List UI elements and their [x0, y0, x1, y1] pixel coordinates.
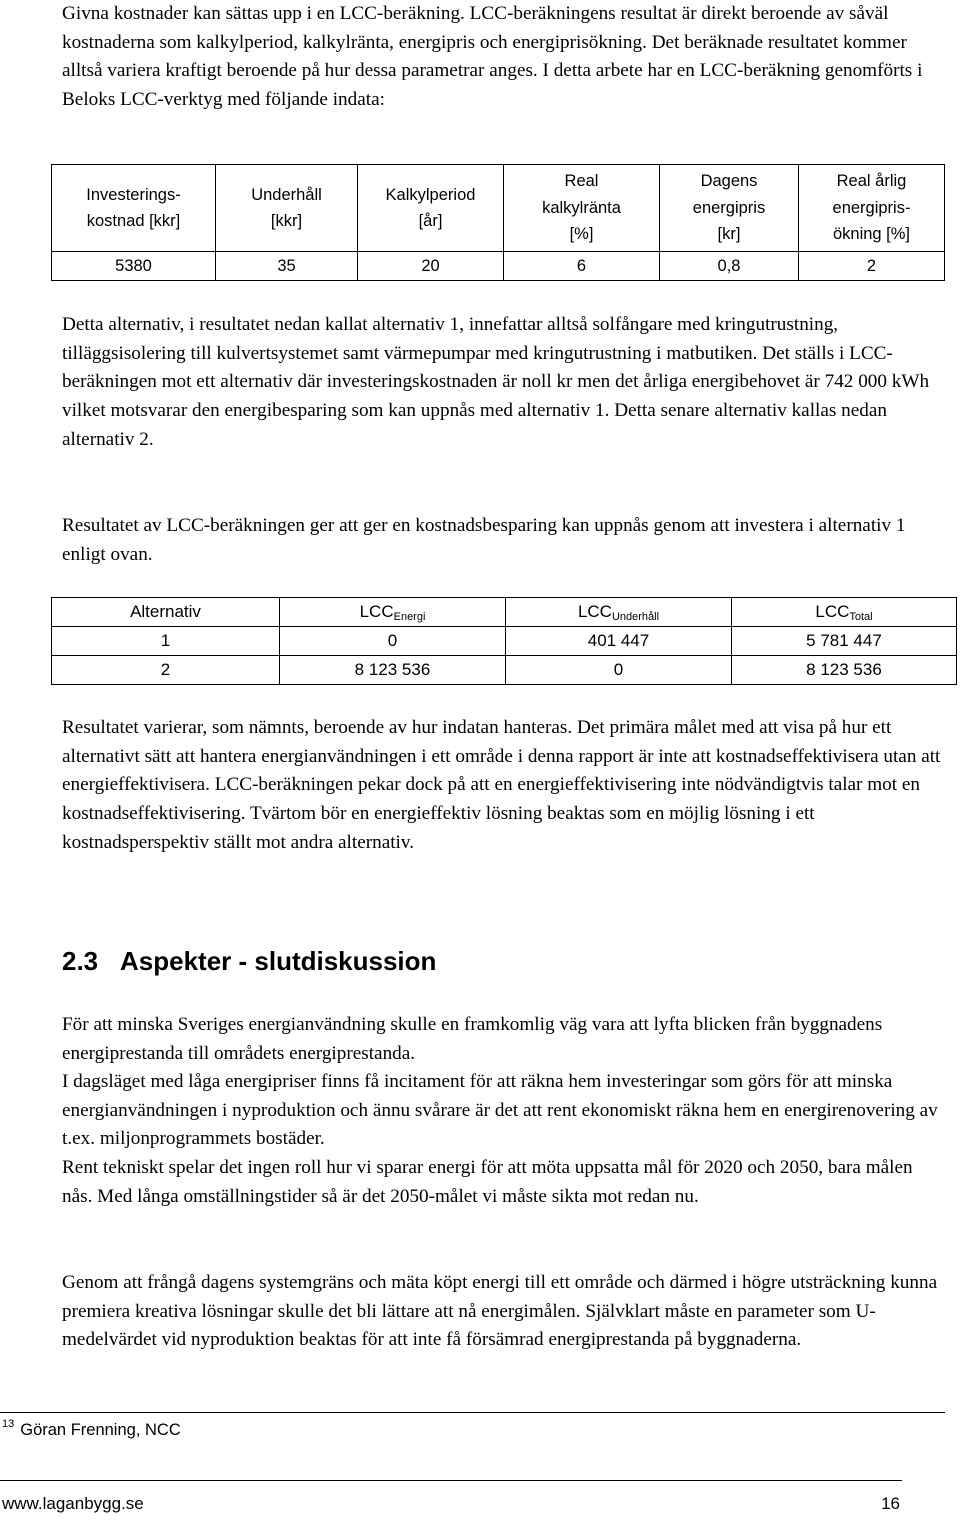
footnote: [2, 1418, 181, 1440]
table-row: [52, 627, 957, 656]
input-data-table: [51, 164, 945, 281]
table-cell: 5 781 447: [732, 627, 957, 656]
varierar-paragraph: Resultatet varierar, som nämnts, beroende av hur indatan hanteras. Det primära målet med att visa på hur ett alternativt sätt att hantera energianvändningen i ett område i denna rapport är inte att kostnadseffektivisera utan att energieffektivisera. LCC-beräkningen pekar dock på att en energieffektivisering inte nödvändigtvis talar mot en kostnadseffektivisering. Tvärtom bör en energieffektiv lösning beaktas som en möjlig lösning i ett kostnadsperspektiv ställt mot andra alternativ.: [62, 717, 941, 853]
lcc-result-table: [51, 597, 957, 685]
table-cell: 6: [504, 252, 660, 281]
footnote-divider: [0, 1412, 945, 1413]
header-kalkylperiod: Kalkylperiod [år]: [358, 165, 504, 252]
alternativ-paragraph: Detta alternativ, i resultatet nedan kallat alternativ 1, innefattar alltså solfångare med kringutrustning, tilläggsisolering till kulvertsystemet samt värmepumpar med kringutrustning i matbutiken. Det ställs i LCC-beräkningen mot ett alternativ där investeringskostnaden är noll kr men det årliga energibehovet är 742 000 kWh vilket motsvarar den energibesparing som kan uppnås med alternativ 1. Detta senare alternativ kallas nedan alternativ 2.: [62, 314, 930, 450]
table-cell: 2: [52, 656, 280, 685]
footer-divider: [0, 1480, 902, 1481]
header-energiprisokning: Real årlig energipris- ökning [%]: [799, 165, 945, 252]
intro-paragraph: Givna kostnader kan sättas upp i en LCC-beräkning. LCC-beräkningens resultat är direkt beroende av såväl kostnaderna som kalkylperiod, kalkylränta, energipris och energiprisökning. Det beräknade resultatet kommer alltså variera kraftigt beroende på hur dessa parametrar anges. I detta arbete har en LCC-beräkning genomförts i Beloks LCC-verktyg med följande indata:: [62, 3, 923, 111]
table-cell: 20: [358, 252, 504, 281]
table-cell: 1: [52, 627, 280, 656]
section-paragraph-1c: Rent tekniskt spelar det ingen roll hur vi sparar energi för att möta uppsatta mål för 2020 och 2050, bara målen nås. Med långa omställningstider så är det 2050-målet vi måste sikta mot redan nu.: [62, 1157, 913, 1207]
header-energipris: Dagens energipris [kr]: [660, 165, 799, 252]
resultat-paragraph: Resultatet av LCC-beräkningen ger att ger en kostnadsbesparing kan uppnås genom att investera i alternativ 1 enligt ovan.: [62, 515, 906, 565]
footer-website: www.laganbygg.se: [2, 1494, 144, 1513]
table-cell: 35: [216, 252, 358, 281]
header-underhall: Underhåll [kkr]: [216, 165, 358, 252]
table-row: [52, 656, 957, 685]
section-paragraph-2: Genom att frångå dagens systemgräns och mäta köpt energi till ett område och därmed i högre utsträckning kunna premiera kreativa lösningar skulle det bli lättare att nå energimålen. Självklart måste en parameter som U-medelvärdet vid nyproduktion beaktas för att inte få försämrad energiprestanda på byggnaderna.: [62, 1272, 938, 1351]
header-investeringskostnad: Investerings- kostnad [kkr]: [52, 165, 216, 252]
section-paragraph-1a: För att minska Sveriges energianvändning skulle en framkomlig väg vara att lyfta blicken från byggnadens energiprestanda till områdets energiprestanda.: [62, 1014, 883, 1064]
section-paragraph-1b: I dagsläget med låga energipriser finns få incitament för att räkna hem investeringar som görs för att minska energianvändningen i nyproduktion och ännu svårare är det att rent ekonomiskt räkna hem en energirenovering av t.ex. miljonprogrammets bostäder.: [62, 1071, 938, 1150]
table-cell: 8 123 536: [280, 656, 506, 685]
section-number: 2.3: [62, 946, 99, 976]
table-cell: 401 447: [506, 627, 732, 656]
table-cell: 5380: [52, 252, 216, 281]
header-lcc-energi: $LCC_{Energi}$: [280, 598, 506, 627]
input-table-value-row: [52, 252, 945, 281]
section-heading: [62, 946, 436, 977]
table-cell: 0: [506, 656, 732, 685]
footnote-number: 13: [2, 1418, 15, 1430]
input-table-header-row: [52, 165, 945, 252]
table-cell: 0,8: [660, 252, 799, 281]
header-alternativ: Alternativ: [52, 598, 280, 627]
table-cell: 2: [799, 252, 945, 281]
section-title: Aspekter - slutdiskussion: [120, 946, 437, 976]
footnote-text: Göran Frenning, NCC: [20, 1421, 181, 1439]
table-cell: 8 123 536: [732, 656, 957, 685]
header-kalkylranta: Real kalkylränta [%]: [504, 165, 660, 252]
table-cell: 0: [280, 627, 506, 656]
page-number: 16: [881, 1494, 900, 1513]
lcc-table-header-row: [52, 598, 957, 627]
header-lcc-underhall: $LCC_{Underhåll}$: [506, 598, 732, 627]
header-lcc-total: $LCC_{Total}$: [732, 598, 957, 627]
